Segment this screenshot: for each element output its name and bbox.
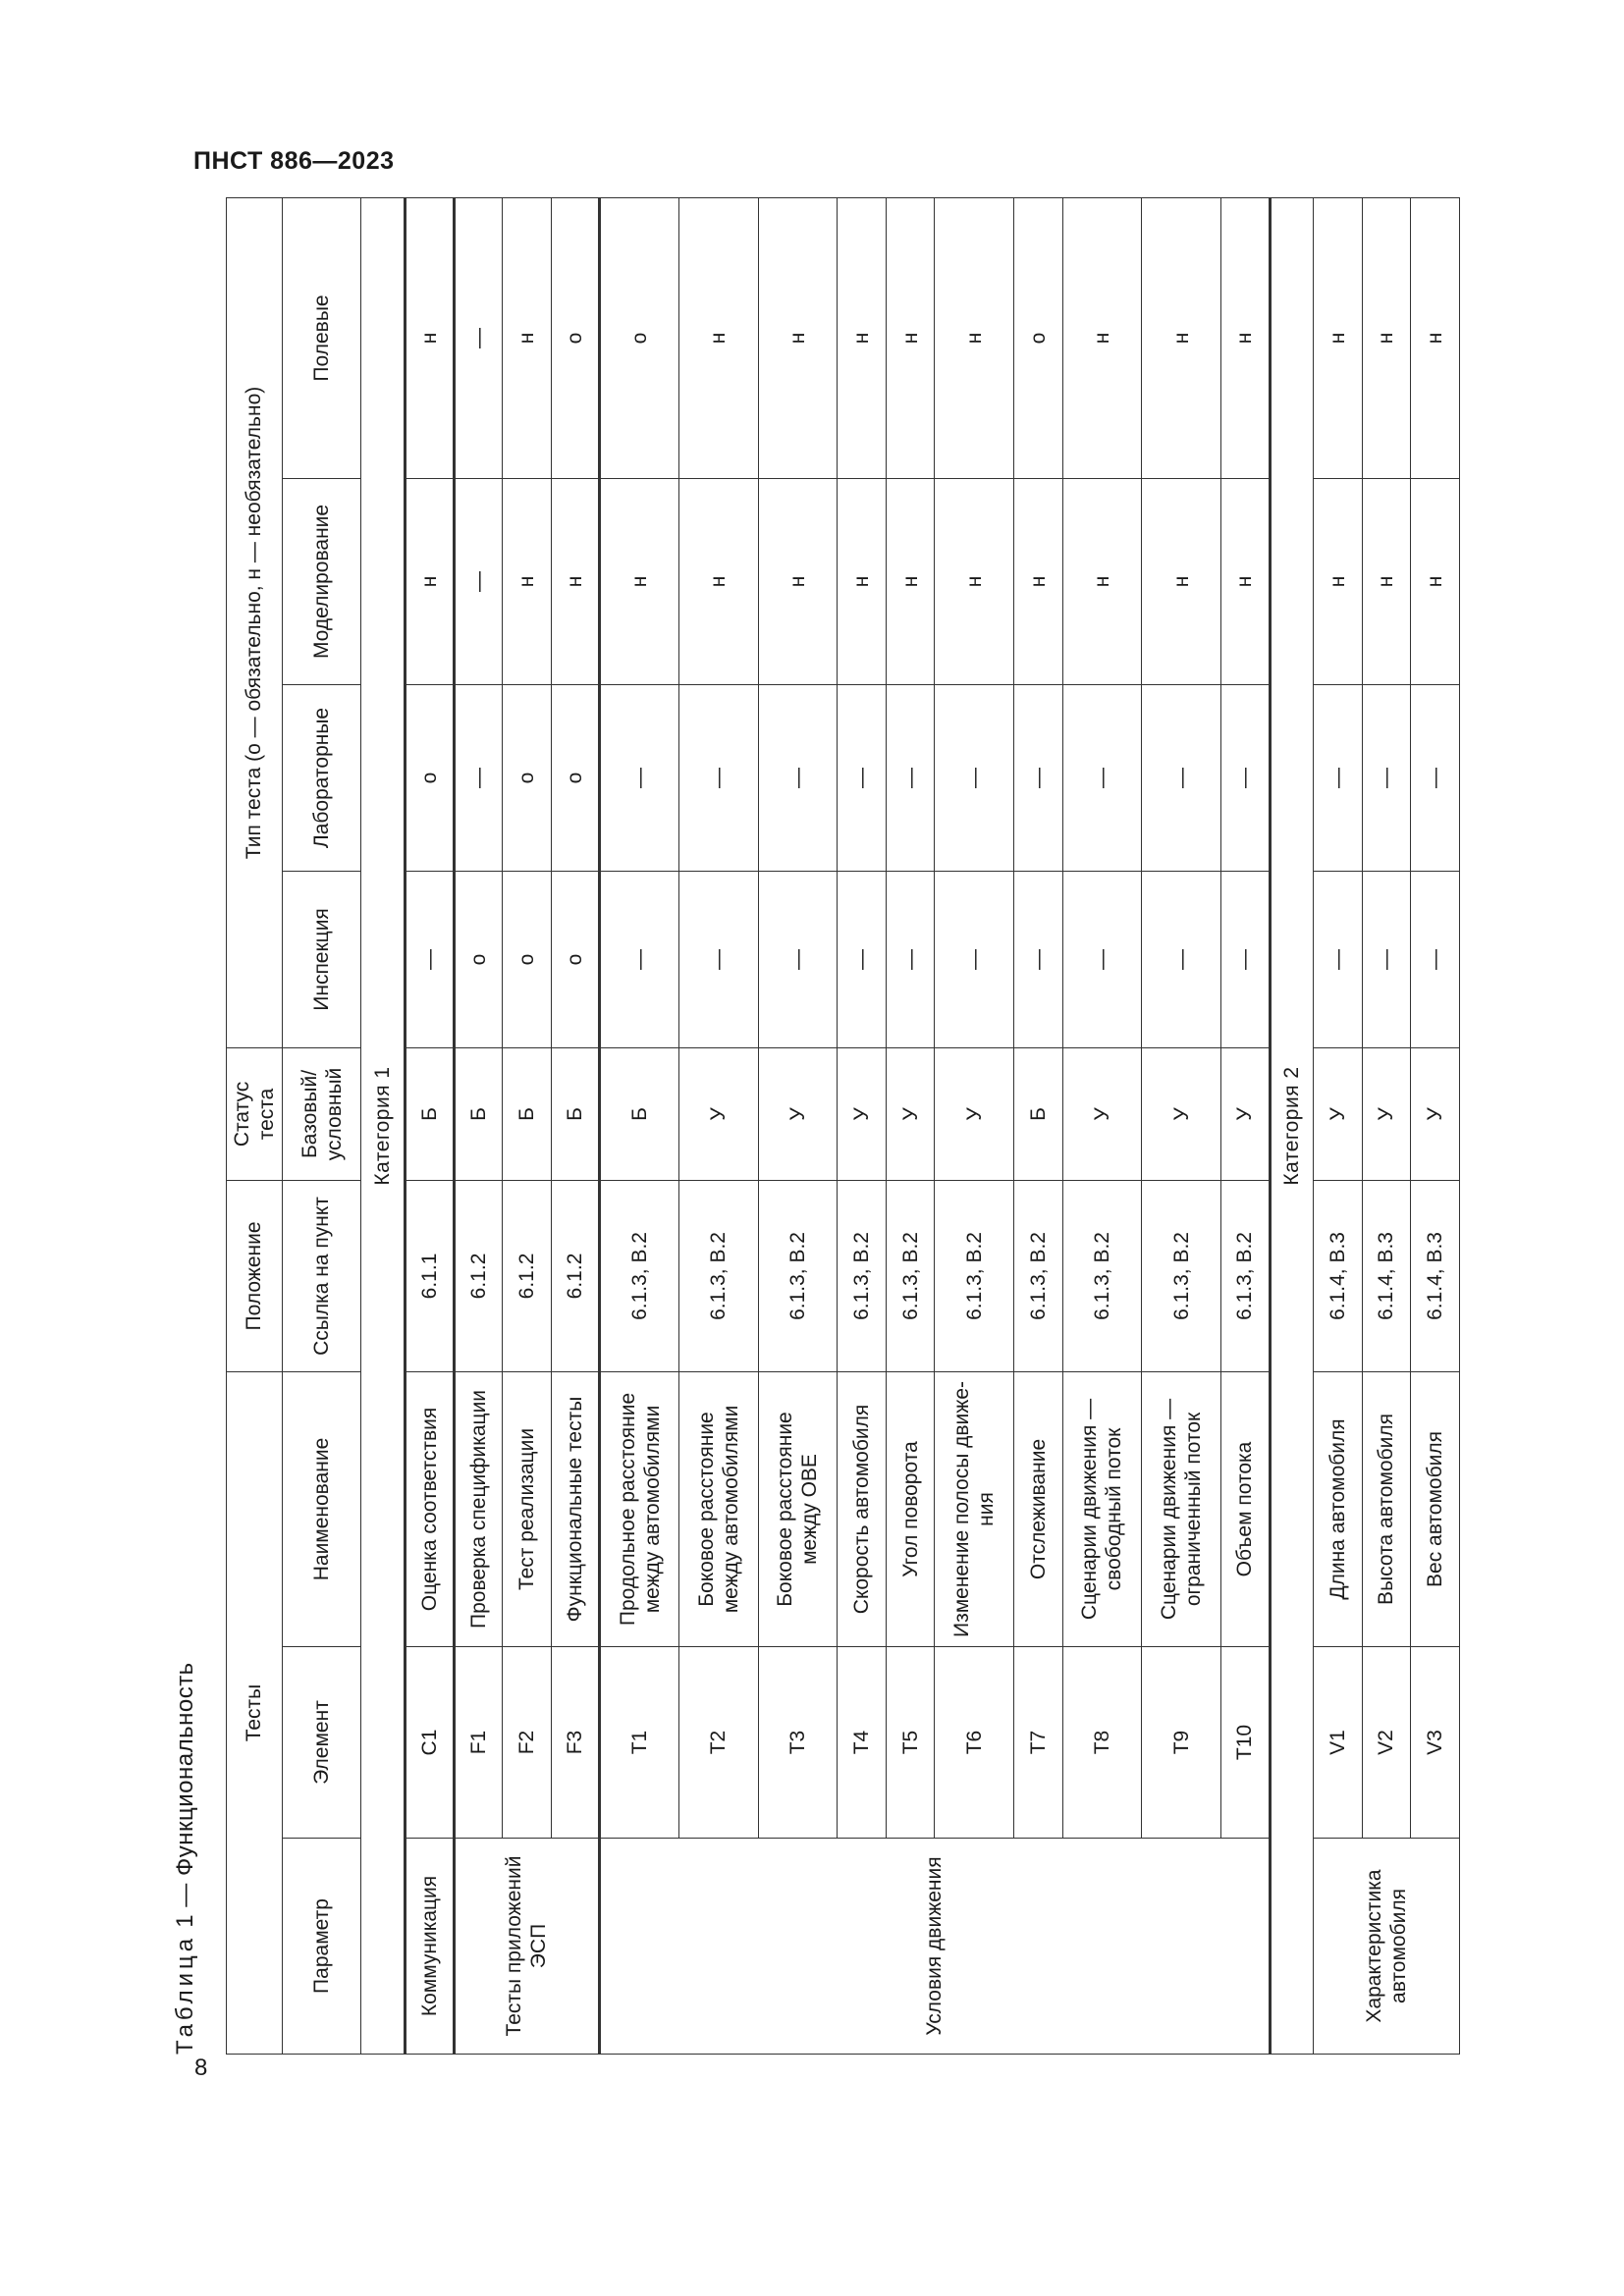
modeling-cell: н [678, 478, 758, 684]
modeling-cell: н [1014, 478, 1063, 684]
status-cell: У [678, 1047, 758, 1180]
modeling-cell: н [1142, 478, 1221, 684]
inspection-cell: — [405, 871, 454, 1047]
field-cell: н [935, 197, 1014, 478]
reference-cell: 6.1.3, В.2 [935, 1180, 1014, 1371]
modeling-cell: н [1313, 478, 1362, 684]
name-cell: Сценарии движения — свободный поток [1062, 1371, 1142, 1646]
modeling-cell: н [551, 478, 600, 684]
modeling-cell: н [1220, 478, 1270, 684]
modeling-cell: н [886, 478, 935, 684]
reference-cell: 6.1.4, В.3 [1313, 1180, 1362, 1371]
laboratory-cell: — [1014, 684, 1063, 871]
name-cell: Длина автомобиля [1313, 1371, 1362, 1646]
laboratory-cell: о [551, 684, 600, 871]
modeling-cell: н [405, 478, 454, 684]
status-cell: Б [551, 1047, 600, 1180]
table-row [600, 197, 679, 2054]
inspection-cell: — [678, 871, 758, 1047]
table-row [551, 197, 600, 2054]
reference-cell: 6.1.2 [454, 1180, 503, 1371]
header-position: Положение [227, 1180, 283, 1371]
category-1-row: Категория 1 [361, 197, 405, 2054]
table-row [935, 197, 1014, 2054]
element-cell: T6 [935, 1647, 1014, 1839]
table-row [678, 197, 758, 2054]
name-cell: Тест реализации [503, 1371, 552, 1646]
name-cell: Функциональные тесты [551, 1371, 600, 1646]
element-cell: T8 [1062, 1647, 1142, 1839]
field-cell: н [503, 197, 552, 478]
parameter-cell-vehicle: Характеристика автомобиля [1313, 1839, 1459, 2055]
inspection-cell: — [1362, 871, 1411, 1047]
modeling-cell: — [454, 478, 503, 684]
header-name: Наименование [282, 1371, 361, 1646]
table-row [1220, 197, 1270, 2054]
reference-cell: 6.1.3, В.2 [1142, 1180, 1221, 1371]
inspection-cell: — [1014, 871, 1063, 1047]
reference-cell: 6.1.3, В.2 [886, 1180, 935, 1371]
reference-cell: 6.1.4, В.3 [1411, 1180, 1460, 1371]
laboratory-cell: — [1142, 684, 1221, 871]
field-cell: н [1411, 197, 1460, 478]
reference-cell: 6.1.4, В.3 [1362, 1180, 1411, 1371]
field-cell: о [551, 197, 600, 478]
laboratory-cell: — [678, 684, 758, 871]
header-modeling: Моделирование [282, 478, 361, 684]
table-row [1411, 197, 1460, 2054]
inspection-cell: о [503, 871, 552, 1047]
reference-cell: 6.1.3, В.2 [678, 1180, 758, 1371]
inspection-cell: — [1062, 871, 1142, 1047]
header-laboratory: Лабораторные [282, 684, 361, 871]
laboratory-cell: — [1220, 684, 1270, 871]
header-element: Элемент [282, 1647, 361, 1839]
field-cell: о [600, 197, 679, 478]
header-reference: Ссылка на пункт [282, 1180, 361, 1371]
name-cell: Оценка соответствия [405, 1371, 454, 1646]
header-inspection: Инспекция [282, 871, 361, 1047]
element-cell: T3 [758, 1647, 838, 1839]
inspection-cell: — [838, 871, 887, 1047]
functionality-table [226, 197, 1460, 2055]
caption-dash: — [172, 1883, 198, 1907]
caption-title: Функциональность [172, 1662, 198, 1877]
element-cell: T9 [1142, 1647, 1221, 1839]
laboratory-cell: — [758, 684, 838, 871]
status-cell: У [1142, 1047, 1221, 1180]
element-cell: T2 [678, 1647, 758, 1839]
field-cell: о [1014, 197, 1063, 478]
inspection-cell: — [1411, 871, 1460, 1047]
reference-cell: 6.1.3, В.2 [1014, 1180, 1063, 1371]
field-cell: н [678, 197, 758, 478]
name-cell: Вес автомобиля [1411, 1371, 1460, 1646]
status-cell: У [886, 1047, 935, 1180]
table-row [503, 197, 552, 2054]
header-tests: Тесты [227, 1371, 283, 2054]
field-cell: н [405, 197, 454, 478]
status-cell: У [1220, 1047, 1270, 1180]
table-row [1142, 197, 1221, 2054]
name-cell: Проверка спецификации [454, 1371, 503, 1646]
header-basic-conditional: Базовый/ условный [282, 1047, 361, 1180]
reference-cell: 6.1.3, В.2 [1220, 1180, 1270, 1371]
inspection-cell: — [935, 871, 1014, 1047]
table-caption [172, 1662, 199, 2055]
status-cell: У [1062, 1047, 1142, 1180]
laboratory-cell: — [1362, 684, 1411, 871]
element-cell: C1 [405, 1647, 454, 1839]
laboratory-cell: о [503, 684, 552, 871]
table-row [1014, 197, 1063, 2054]
name-cell: Угол поворота [886, 1371, 935, 1646]
status-cell: У [1313, 1047, 1362, 1180]
name-cell: Изменение полосы движе-ния [935, 1371, 1014, 1646]
name-cell: Продольное расстояние между автомобилями [600, 1371, 679, 1646]
field-cell: н [1313, 197, 1362, 478]
modeling-cell: н [503, 478, 552, 684]
document-header: ПНСТ 886—2023 [193, 147, 395, 175]
inspection-cell: о [454, 871, 503, 1047]
element-cell: F1 [454, 1647, 503, 1839]
element-cell: T1 [600, 1647, 679, 1839]
element-cell: T10 [1220, 1647, 1270, 1839]
table-row [1313, 197, 1362, 2054]
status-cell: Б [600, 1047, 679, 1180]
inspection-cell: о [551, 871, 600, 1047]
laboratory-cell: — [838, 684, 887, 871]
name-cell: Скорость автомобиля [838, 1371, 887, 1646]
status-cell: У [758, 1047, 838, 1180]
reference-cell: 6.1.3, В.2 [758, 1180, 838, 1371]
status-cell: Б [1014, 1047, 1063, 1180]
reference-cell: 6.1.2 [551, 1180, 600, 1371]
caption-number: 1 [172, 1913, 198, 1928]
field-cell: н [1220, 197, 1270, 478]
name-cell: Отслеживание [1014, 1371, 1063, 1646]
status-cell: Б [405, 1047, 454, 1180]
element-cell: T4 [838, 1647, 887, 1839]
laboratory-cell: — [454, 684, 503, 871]
modeling-cell: н [600, 478, 679, 684]
name-cell: Объем потока [1220, 1371, 1270, 1646]
element-cell: V2 [1362, 1647, 1411, 1839]
modeling-cell: н [935, 478, 1014, 684]
field-cell: н [758, 197, 838, 478]
element-cell: T7 [1014, 1647, 1063, 1839]
header-field: Полевые [282, 197, 361, 478]
element-cell: V3 [1411, 1647, 1460, 1839]
modeling-cell: н [758, 478, 838, 684]
field-cell: н [1142, 197, 1221, 478]
reference-cell: 6.1.3, В.2 [1062, 1180, 1142, 1371]
table-row [1362, 197, 1411, 2054]
rotated-table-container [172, 198, 1460, 2055]
element-cell: F3 [551, 1647, 600, 1839]
field-cell: — [454, 197, 503, 478]
modeling-cell: н [1062, 478, 1142, 684]
laboratory-cell: — [935, 684, 1014, 871]
reference-cell: 6.1.3, В.2 [600, 1180, 679, 1371]
table-row [405, 197, 454, 2054]
field-cell: н [838, 197, 887, 478]
element-cell: F2 [503, 1647, 552, 1839]
table-row [838, 197, 887, 2054]
status-cell: У [1362, 1047, 1411, 1180]
laboratory-cell: — [600, 684, 679, 871]
status-cell: У [838, 1047, 887, 1180]
laboratory-cell: — [886, 684, 935, 871]
field-cell: н [1062, 197, 1142, 478]
name-cell: Боковое расстояние между автомобилями [678, 1371, 758, 1646]
inspection-cell: — [1142, 871, 1221, 1047]
table-row [758, 197, 838, 2054]
header-status: Статус теста [227, 1047, 283, 1180]
header-parameter: Параметр [282, 1839, 361, 2055]
table-row [886, 197, 935, 2054]
caption-label: Таблица [172, 1934, 198, 2055]
laboratory-cell: о [405, 684, 454, 871]
status-cell: У [935, 1047, 1014, 1180]
inspection-cell: — [886, 871, 935, 1047]
modeling-cell: н [1362, 478, 1411, 684]
laboratory-cell: — [1062, 684, 1142, 871]
category-2-row: Категория 2 [1270, 197, 1313, 2054]
table-row [454, 197, 503, 2054]
inspection-cell: — [758, 871, 838, 1047]
reference-cell: 6.1.1 [405, 1180, 454, 1371]
parameter-cell-communication: Коммуникация [405, 1839, 454, 2055]
parameter-cell-traffic: Условия движения [600, 1839, 1270, 2055]
inspection-cell: — [1220, 871, 1270, 1047]
modeling-cell: н [1411, 478, 1460, 684]
reference-cell: 6.1.2 [503, 1180, 552, 1371]
field-cell: н [886, 197, 935, 478]
header-type: Тип теста (о — обязательно, н — необязательно) [227, 197, 283, 1047]
modeling-cell: н [838, 478, 887, 684]
page-number: 8 [194, 2055, 208, 2081]
table-row [1062, 197, 1142, 2054]
reference-cell: 6.1.3, В.2 [838, 1180, 887, 1371]
field-cell: н [1362, 197, 1411, 478]
status-cell: Б [454, 1047, 503, 1180]
status-cell: Б [503, 1047, 552, 1180]
name-cell: Высота автомобиля [1362, 1371, 1411, 1646]
laboratory-cell: — [1313, 684, 1362, 871]
name-cell: Сценарии движения — ограниченный поток [1142, 1371, 1221, 1646]
status-cell: У [1411, 1047, 1460, 1180]
inspection-cell: — [600, 871, 679, 1047]
parameter-cell-esp-tests: Тесты приложений ЭСП [454, 1839, 600, 2055]
element-cell: T5 [886, 1647, 935, 1839]
inspection-cell: — [1313, 871, 1362, 1047]
name-cell: Боковое расстояние между ОВЕ [758, 1371, 838, 1646]
laboratory-cell: — [1411, 684, 1460, 871]
element-cell: V1 [1313, 1647, 1362, 1839]
